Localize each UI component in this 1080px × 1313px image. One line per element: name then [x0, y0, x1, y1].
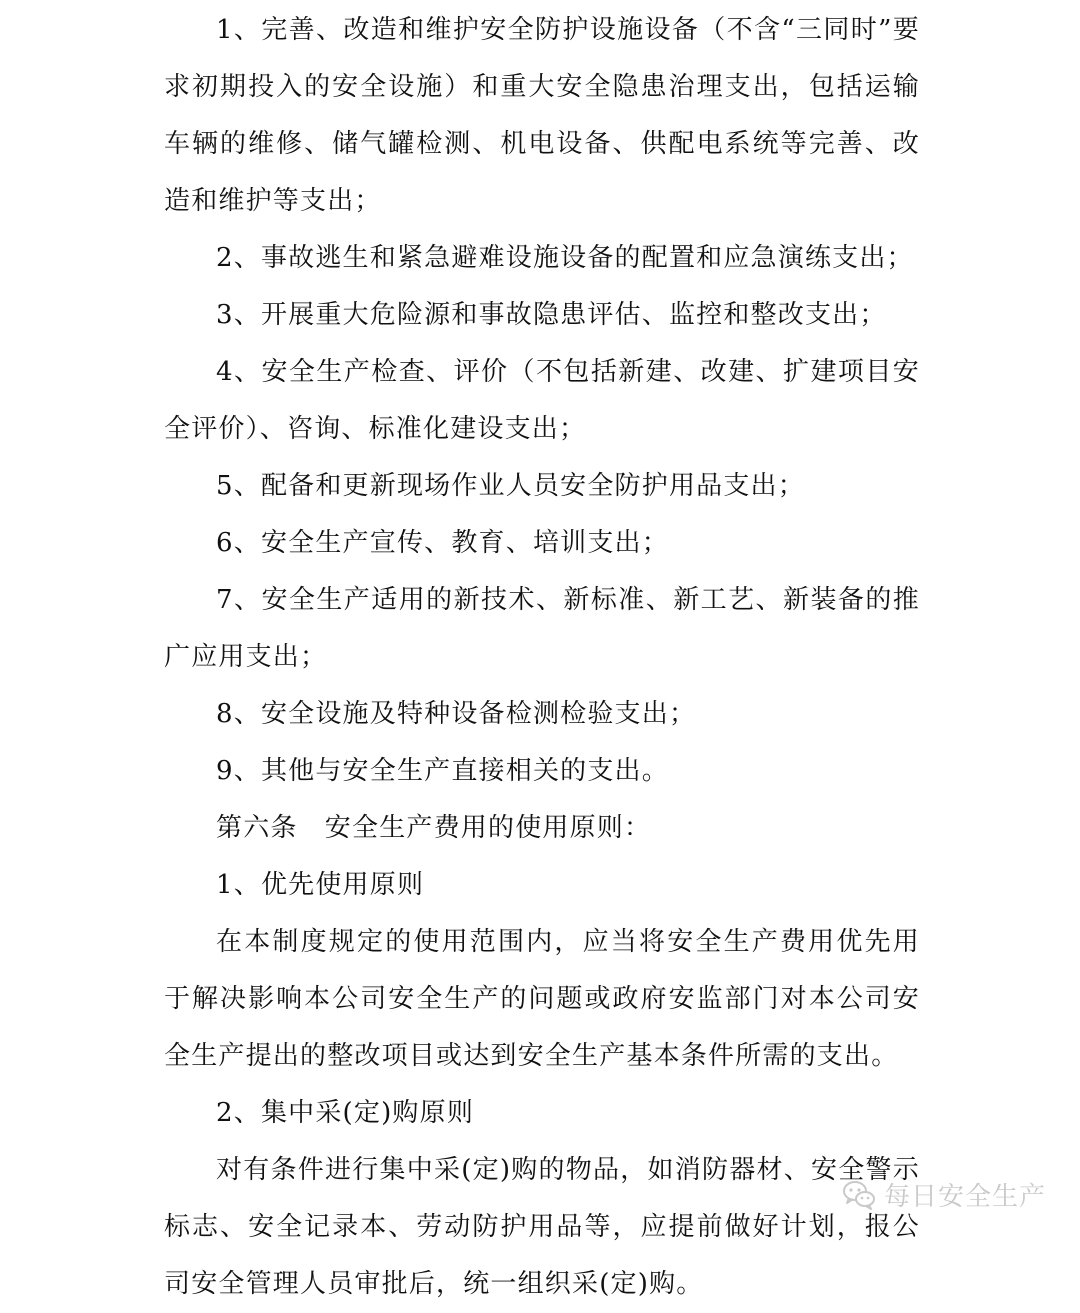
principle-text-1: 在本制度规定的使用范围内，应当将安全生产费用优先用于解决影响本公司安全生产的问题或政府安监部门对本公司安全生产提出的整改项目或达到安全生产基本条件所需的支出。: [164, 927, 920, 1071]
paragraph-item-9: 9、其他与安全生产直接相关的支出。: [216, 756, 669, 786]
principle-heading-1: 1、优先使用原则: [216, 870, 425, 900]
principle-heading-2: 2、集中采(定)购原则: [216, 1098, 475, 1128]
paragraph-item-8: 8、安全设施及特种设备检测检验支出；: [216, 699, 697, 729]
paragraph-item-7: 7、安全生产适用的新技术、新标准、新工艺、新装备的推广应用支出；: [164, 585, 920, 672]
paragraph-item-1: 1、完善、改造和维护安全防护设施设备（不含“三同时”要求初期投入的安全设施）和重大安全隐患治理支出，包括运输车辆的维修、储气罐检测、机电设备、供配电系统等完善、改造和维护等支出；: [164, 15, 920, 216]
paragraph-item-5: 5、配备和更新现场作业人员安全防护用品支出；: [216, 471, 805, 501]
section-heading-article-6: 第六条 安全生产费用的使用原则：: [216, 813, 652, 843]
paragraph-item-2: 2、事故逃生和紧急避难设施设备的配置和应急演练支出；: [216, 243, 914, 273]
paragraph-item-3: 3、开展重大危险源和事故隐患评估、监控和整改支出；: [216, 300, 887, 330]
wechat-icon: [842, 1180, 876, 1210]
paragraph-item-6: 6、安全生产宣传、教育、培训支出；: [216, 528, 669, 558]
document-body: [164, 2, 920, 1313]
wechat-watermark: [842, 1176, 1046, 1213]
principle-text-2: 对有条件进行集中采(定)购的物品，如消防器材、安全警示标志、安全记录本、劳动防护用品等，应提前做好计划，报公司安全管理人员审批后，统一组织采(定)购。: [164, 1155, 920, 1299]
paragraph-item-4: 4、安全生产检查、评价（不包括新建、改建、扩建项目安全评价）、咨询、标准化建设支出；: [164, 357, 920, 444]
watermark-text: 每日安全生产: [883, 1182, 1046, 1212]
